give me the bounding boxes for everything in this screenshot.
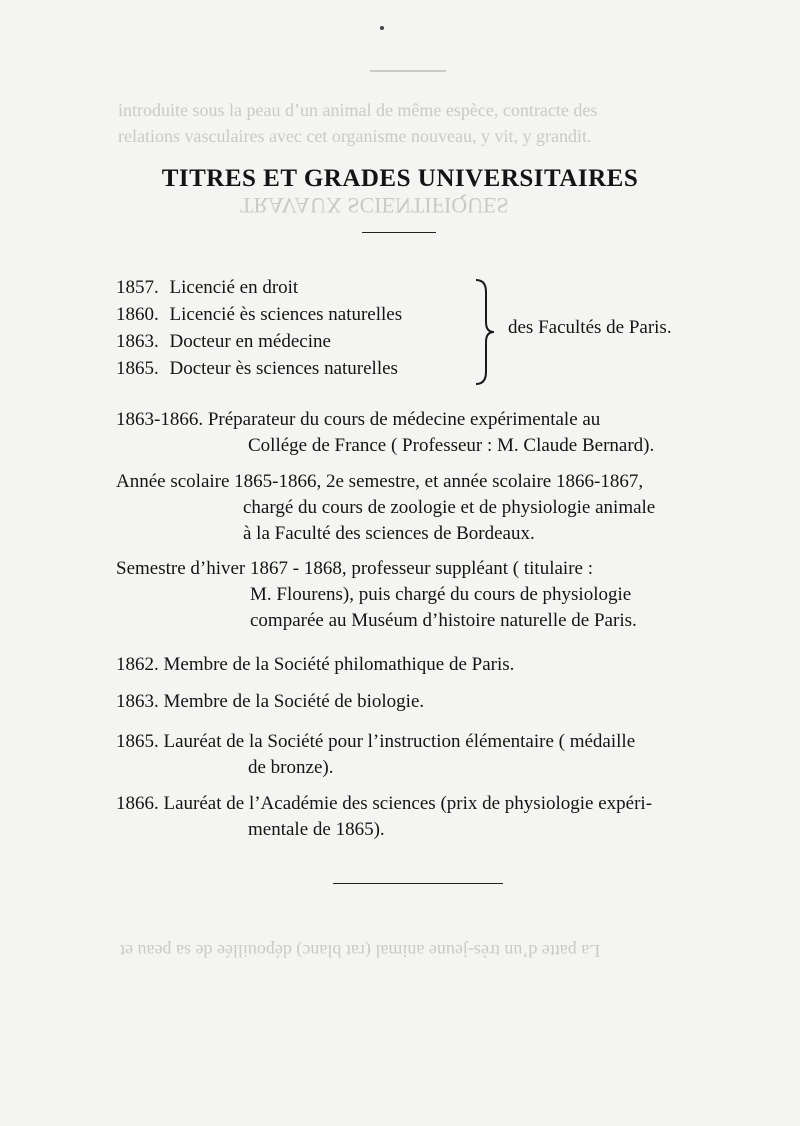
degree-row (116, 331, 331, 353)
position-line: Semestre d’hiver 1867 - 1868, professeur suppléant ( titulaire : (116, 558, 593, 579)
ink-speck (380, 26, 384, 30)
degree-year: 1865. (116, 358, 159, 379)
award-line: de bronze). (248, 757, 334, 778)
degree-text: Licencié ès sciences naturelles (169, 304, 403, 325)
degree-row (116, 304, 402, 326)
position-line: à la Faculté des sciences de Bordeaux. (243, 523, 535, 544)
degree-row (116, 358, 398, 380)
position-line: comparée au Muséum d’histoire naturelle de Paris. (250, 610, 637, 631)
degree-text: Docteur ès sciences naturelles (169, 358, 398, 379)
title-underline (362, 232, 436, 233)
degrees-note: des Facultés de Paris. (508, 317, 672, 338)
membership-line: 1863. Membre de la Société de biologie. (116, 691, 425, 712)
award-line: mentale de 1865). (248, 819, 385, 840)
position-line: chargé du cours de zoologie et de physiologie animale (243, 497, 656, 518)
degree-text: Docteur en médecine (169, 331, 331, 352)
membership-line: 1862. Membre de la Société philomathique de Paris. (116, 654, 515, 675)
degree-year: 1863. (116, 331, 159, 352)
position-line: M. Flourens), puis chargé du cours de physiologie (250, 584, 632, 605)
degree-row (116, 277, 298, 299)
position-line: Collége de France ( Professeur : M. Claude Bernard). (248, 435, 655, 456)
bleed-through-line-2: relations vasculaires avec cet organisme nouveau, y vit, y grandit. (118, 126, 592, 146)
closing-rule (333, 883, 503, 884)
degree-text: Licencié en droit (169, 277, 299, 298)
degree-year: 1857. (116, 277, 159, 298)
position-line: 1863-1866. Préparateur du cours de médecine expérimentale au (116, 409, 601, 430)
bleed-through-heading: TRAVAUX SCIENTIFIQUES (240, 193, 509, 218)
bleed-through-line-1: introduite sous la peau d’un animal de même espèce, contracte des (118, 100, 598, 120)
bleed-through-line-3: La patte d’un très-jeune animal (rat blanc) dépouillée de sa peau et (120, 941, 601, 961)
page-title: TITRES ET GRADES UNIVERSITAIRES (161, 165, 639, 192)
degree-year: 1860. (116, 304, 159, 325)
position-line: Année scolaire 1865-1866, 2e semestre, et année scolaire 1866-1867, (116, 471, 644, 492)
award-line: 1865. Lauréat de la Société pour l’instruction élémentaire ( médaille (116, 731, 636, 752)
right-brace (470, 278, 496, 386)
award-line: 1866. Lauréat de l’Académie des sciences (prix de physiologie expéri- (116, 793, 653, 814)
page-number-mark (368, 66, 448, 76)
